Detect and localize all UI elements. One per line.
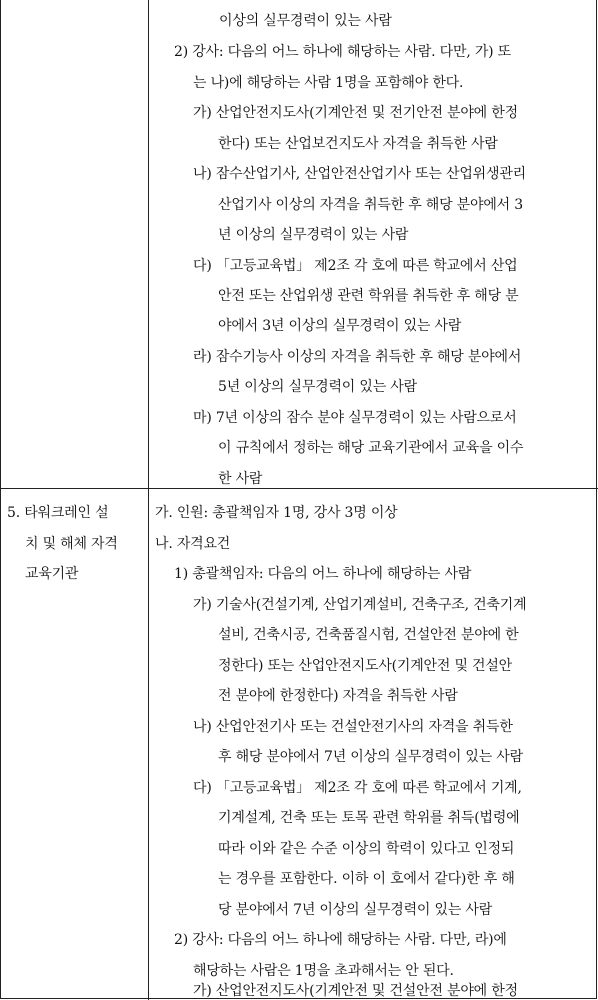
text-line: 나. 자격요건 [155,536,231,552]
text-line: 는 경우를 포함한다. 이하 이 호에서 같다)한 후 해 [218,871,515,887]
text-line: 2) 강사: 다음의 어느 하나에 해당하는 사람. 다만, 라)에 [174,932,507,948]
text-line: 가. 인원: 총괄책임자 1명, 강사 3명 이상 [155,505,398,521]
text-line: 당 분야에서 7년 이상의 실무경력이 있는 사람 [218,902,493,918]
text-line: 다) 「고등교육법」 제2조 각 호에 따른 학교에서 기계, [193,780,522,796]
text-line: 가) 산업안전지도사(기계안전 및 전기안전 분야에 한정 [193,105,518,121]
text-line: 라) 잠수기능사 이상의 자격을 취득한 후 해당 분야에서 [193,349,522,365]
text-line: 정한다) 또는 산업안전지도사(기계안전 및 건설안 [218,658,513,674]
text-line: 전 분야에 한정한다) 자격을 취득한 사람 [218,688,458,704]
text-line: 후 해당 분야에서 7년 이상의 실무경력이 있는 사람 [218,749,523,765]
text-line: 다) 「고등교육법」 제2조 각 호에 따른 학교에서 산업 [193,258,518,274]
text-line: 해당하는 사람은 1명을 초과해서는 안 된다. [193,963,454,979]
text-line: 한다) 또는 산업보건지도사 자격을 취득한 사람 [218,136,498,152]
text-line: 2) 강사: 다음의 어느 하나에 해당하는 사람. 다만, 가) 또 [174,44,511,60]
text-line: 가) 산업안전지도사(기계안전 및 건설안전 분야에 한정 [193,983,518,999]
text-line: 1) 총괄책임자: 다음의 어느 하나에 해당하는 사람 [174,566,472,582]
section-title-line: 5. 타워크레인 설 [7,505,109,521]
text-line: 기계설계, 건축 또는 토목 관련 학위를 취득(법령에 [218,810,520,826]
row-divider [0,488,598,489]
text-line: 한 사람 [218,471,263,487]
section-title-line: 치 및 해체 자격 [25,536,118,552]
section-title-line: 교육기관 [25,566,79,582]
text-line: 는 나)에 해당하는 사람 1명을 포함해야 한다. [193,75,464,91]
text-line: 산업기사 이상의 자격을 취득한 후 해당 분야에서 3 [218,197,523,213]
text-line: 설비, 건축시공, 건축품질시험, 건설안전 분야에 한 [218,627,519,643]
text-line: 가) 기술사(건설기계, 산업기계설비, 건축구조, 건축기계 [193,597,527,613]
text-line: 이상의 실무경력이 있는 사람 [219,13,392,29]
text-line: 5년 이상의 실무경력이 있는 사람 [218,379,417,395]
text-line: 이 규칙에서 정하는 해당 교육기관에서 교육을 이수 [218,440,524,456]
text-line: 나) 잠수산업기사, 산업안전산업기사 또는 산업위생관리 [193,166,526,182]
text-line: 년 이상의 실무경력이 있는 사람 [218,227,409,243]
column-divider [148,0,149,1000]
text-line: 안전 또는 산업위생 관련 학위를 취득한 후 해당 분 [218,288,519,304]
text-line: 마) 7년 이상의 잠수 분야 실무경력이 있는 사람으로서 [193,410,517,426]
text-line: 나) 산업안전기사 또는 건설안전기사의 자격을 취득한 [193,719,513,735]
text-line: 야에서 3년 이상의 실무경력이 있는 사람 [218,318,462,334]
text-line: 따라 이와 같은 수준 이상의 학력이 있다고 인정되 [218,841,515,857]
